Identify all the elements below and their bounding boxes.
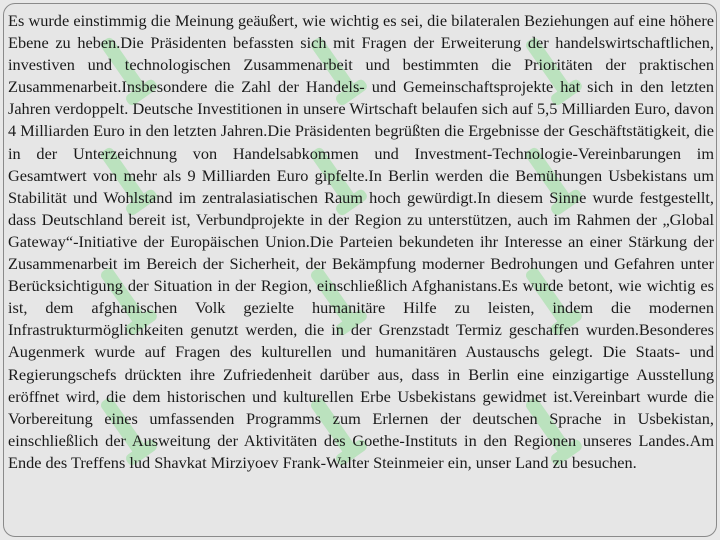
- page-frame: [3, 3, 717, 537]
- article-body-text: Es wurde einstimmig die Meinung geäußert, wie wichtig es sei, die bilateralen Beziehungen auf eine höhere Ebene zu heben.Die Präsidenten befassten sich mit Fragen der Erweiterung der handelswirtschaftlichen, investiven und technologischen Zusammenarbeit und bestimmten die Prioritäten der praktischen Zusammenarbeit.Insbesondere die Zahl der Handels- und Gemeinschaftsprojekte hat sich in den letzten Jahren verdoppelt. Deutsche Investitionen in unsere Wirtschaft belaufen sich auf 5,5 Milliarden Euro, davon 4 Milliarden Euro in den letzten Jahren.Die Präsidenten begrüßten die Ergebnisse der Geschäftstätigkeit, die in der Unterzeichnung von Handelsabkommen und Investment-Technologie-Vereinbarungen im Gesamtwert von mehr als 9 Milliarden Euro gipfelte.In Berlin werden die Bemühungen Usbekistans um Stabilität und Wohlstand im zentralasiatischen Raum hoch gewürdigt.In diesem Sinne wurde festgestellt, dass Deutschland bereit ist, Verbundprojekte in der Region zu unterstützen, auch im Rahmen der „Global Gateway“-Initiative der Europäischen Union.Die Parteien bekundeten ihr Interesse an einer Stärkung der Zusammenarbeit im Bereich der Sicherheit, der Bekämpfung moderner Bedrohungen und Gefahren unter Berücksichtigung der Situation in der Region, einschließlich Afghanistans.Es wurde betont, wie wichtig es ist, dem afghanischen Volk gezielte humanitäre Hilfe zu leisten, indem die modernen Infrastrukturmöglichkeiten genutzt werden, die in der Grenzstadt Termiz geschaffen wurden.Besonderes Augenmerk wurde auf Fragen des kulturellen und humanitären Austauschs gelegt. Die Staats- und Regierungschefs drückten ihre Zufriedenheit darüber aus, dass in Berlin eine einzigartige Ausstellung eröffnet wird, die dem historischen und kulturellen Erbe Usbekistans gewidmet ist.Vereinbart wurde die Vorbereitung eines umfassenden Programms zum Erlernen der deutschen Sprache in Usbekistan, einschließlich der Ausweitung der Aktivitäten des Goethe-Instituts in den Regionen unseres Landes.Am Ende des Treffens lud Shavkat Mirziyoev Frank-Walter Steinmeier ein, unser Land zu besuchen.: [8, 11, 714, 472]
